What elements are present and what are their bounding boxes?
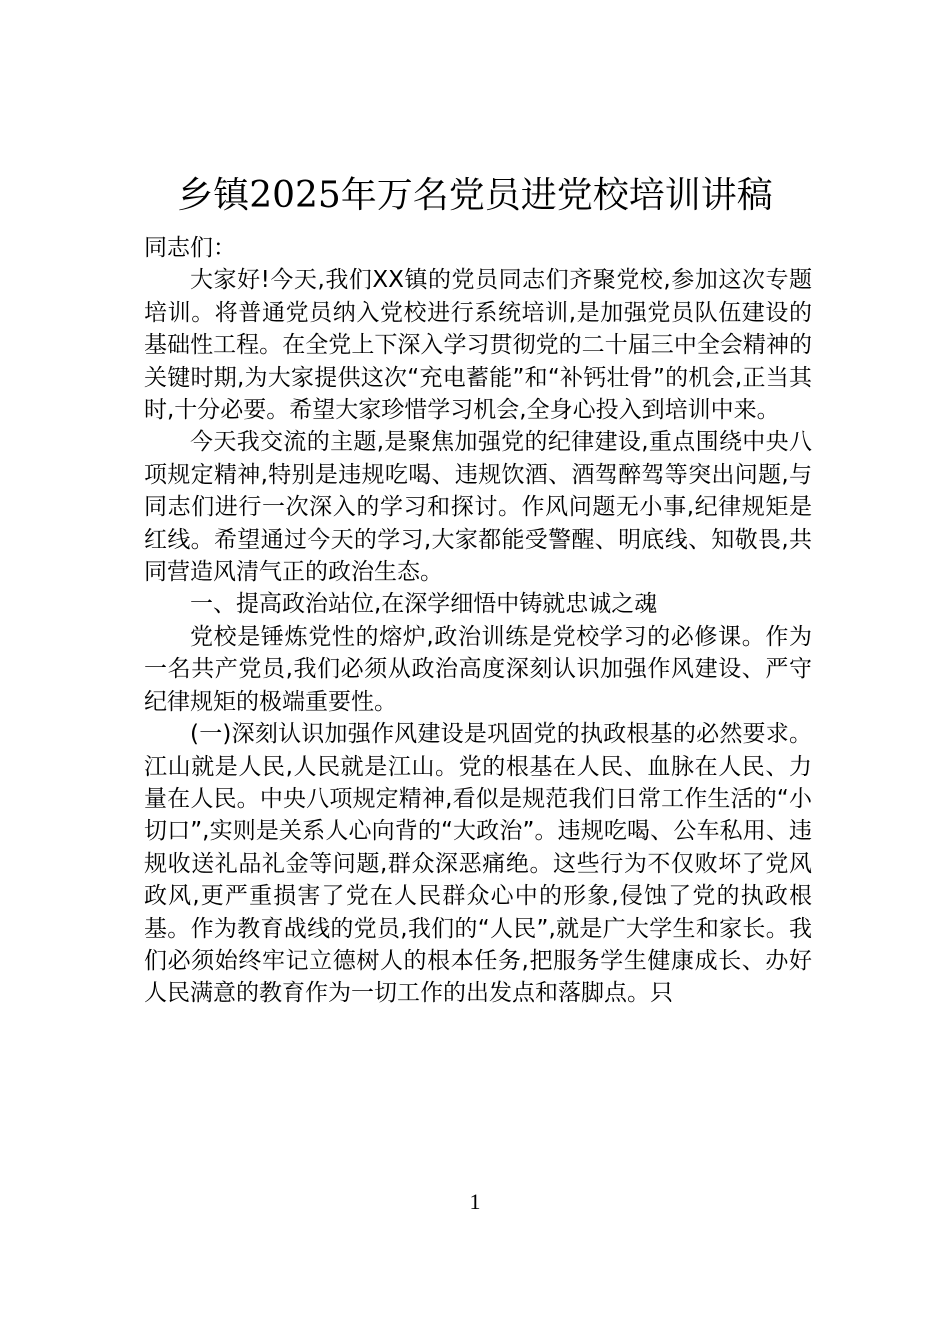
salutation: 同志们： — [144, 235, 236, 261]
paragraph-opening: 大家好!今天,我们XX镇的党员同志们齐聚党校,参加这次专题培训。将普通党员纳入党校进行系统培训,是加强党员队伍建设的基础性工程。在全党上下深入学习贯彻党的二十届三中全会精神的关键时期,为大家提供这次“充电蓄能”和“补钙壮骨”的机会,正当其时,十分必要。希望大家珍惜学习机会,全身心投入到培训中来。 — [144, 267, 812, 424]
section-heading-1: 一、提高政治站位,在深学细悟中铸就忠诚之魂 — [190, 591, 658, 618]
page-number: 1 — [469, 1189, 481, 1214]
paragraph-theme: 今天我交流的主题,是聚焦加强党的纪律建设,重点围绕中央八项规定精神,特别是违规吃喝、违规饮酒、酒驾醉驾等突出问题,与同志们进行一次深入的学习和探讨。作风问题无小事,纪律规矩是红线。希望通过今天的学习,大家都能受警醒、明底线、知敬畏,共同营造风清气正的政治生态。 — [144, 429, 812, 586]
paragraph-subsection-1: (一)深刻认识加强作风建设是巩固党的执政根基的必然要求。江山就是人民,人民就是江山。党的根基在人民、血脉在人民、力量在人民。中央八项规定精神,看似是规范我们日常工作生活的“小切口”,实则是关系人心向背的“大政治”。违规吃喝、公车私用、违规收送礼品礼金等问题,群众深恶痛绝。这些行为不仅败坏了党风政风,更严重损害了党在人民群众心中的形象,侵蚀了党的执政根基。作为教育战线的党员,我们的“人民”,就是广大学生和家长。我们必须始终牢记立德树人的根本任务,把服务学生健康成长、办好人民满意的教育作为一切工作的出发点和落脚点。只 — [144, 721, 812, 1007]
paragraph-party-school: 党校是锤炼党性的熔炉,政治训练是党校学习的必修课。作为一名共产党员,我们必须从政治高度深刻认识加强作风建设、严守纪律规矩的极端重要性。 — [144, 623, 812, 715]
document-title: 乡镇2025年万名党员进党校培训讲稿 — [177, 175, 773, 216]
document-body — [144, 232, 812, 1010]
